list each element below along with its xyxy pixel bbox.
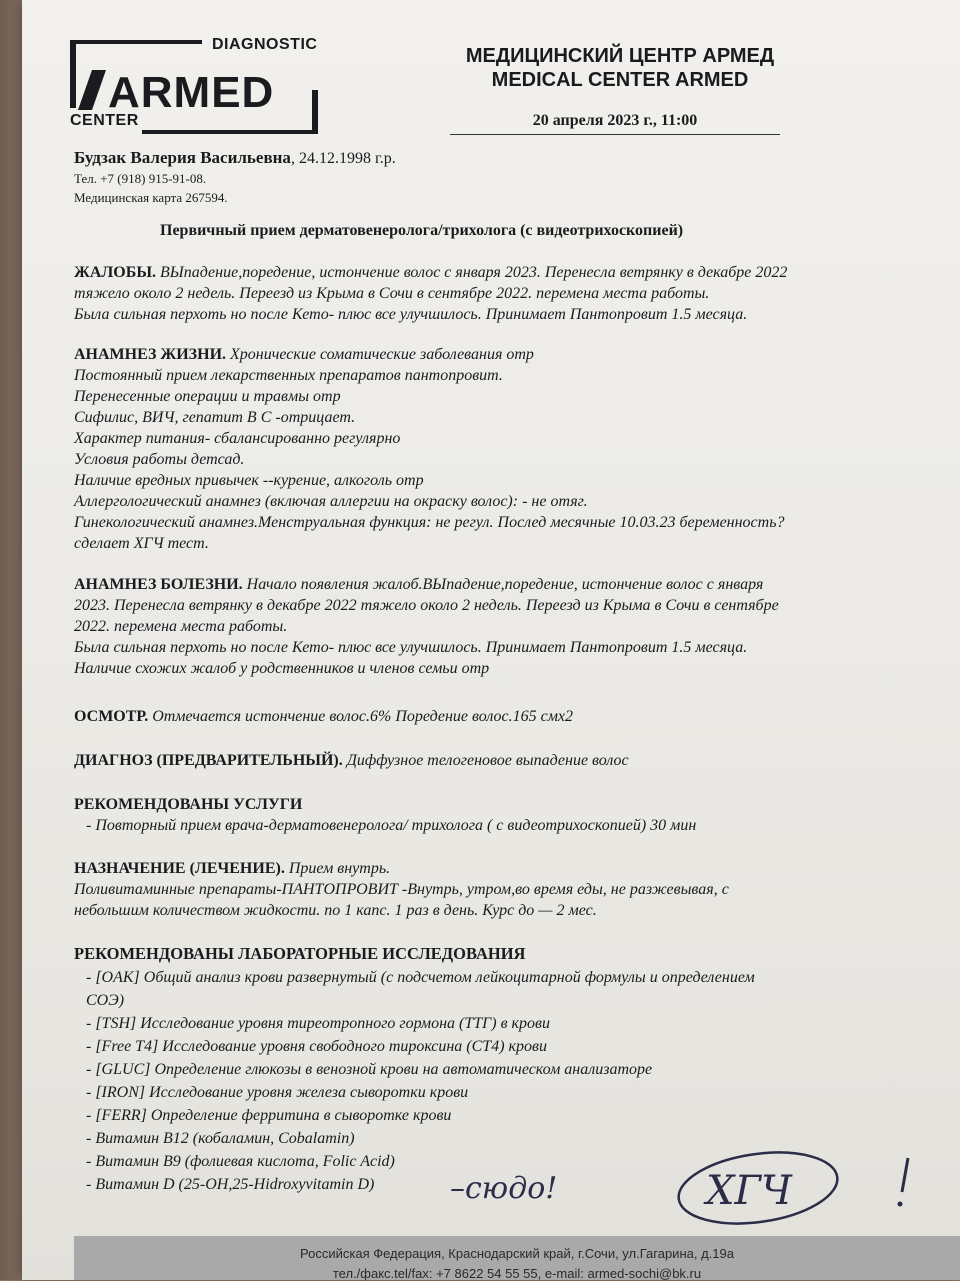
footer	[74, 1236, 960, 1280]
life-history-line: сделает ХГЧ тест.	[74, 535, 209, 552]
exam-heading: ОСМОТР.	[74, 708, 149, 725]
patient-dob: , 24.12.1998 г.р.	[290, 150, 396, 167]
lab-item: - Витамин В12 (кобаламин, Cobalamin)	[86, 1130, 355, 1147]
treatment-line: Прием внутрь.	[284, 860, 391, 877]
treatment-line: небольшим количеством жидкости. по 1 капс. 1 раз в день. Курс до — 2 мес.	[74, 902, 597, 919]
life-history-line: Наличие вредных привычек --курение, алкоголь отр	[74, 472, 424, 489]
disease-history-line: 2023. Перенесла ветрянку в декабре 2022 тяжело около 2 недель. Переезд из Крыма в Сочи в сентябре	[74, 597, 779, 614]
life-history-line: Перенесенные операции и травмы отр	[74, 388, 341, 405]
lab-item: - Витамин D (25-OH,25-Hidroxyvitamin D)	[86, 1176, 375, 1193]
treatment-section	[74, 858, 934, 921]
patient-name: Будзак Валерия Васильевна	[74, 148, 291, 167]
lab-item: - [OAK] Общий анализ крови развернутый (с подсчетом лейкоцитарной формулы и определением	[86, 969, 755, 986]
lab-item: - [TSH] Исследование уровня тиреотропного гормона (ТТГ) в крови	[86, 1015, 550, 1032]
logo-armed: ARMED	[108, 68, 275, 117]
complaints-line: ВЫпадение,поредение, истончение волос с января 2023. Перенесла ветрянку в декабре 2022	[156, 264, 788, 281]
services-item: - Повторный прием врача-дерматовенеролога/ трихолога ( с видеотрихоскопией) 30 мин	[86, 817, 697, 834]
complaints-heading: ЖАЛОБЫ.	[74, 264, 157, 281]
armed-logo	[62, 30, 332, 140]
patient-phone: Тел. +7 (918) 915-91-08.	[74, 171, 207, 186]
treatment-heading: НАЗНАЧЕНИЕ (ЛЕЧЕНИЕ).	[74, 860, 285, 877]
life-history-line: Хронические соматические заболевания отр	[226, 346, 534, 363]
footer-contacts: тел./факс.tel/fax: +7 8622 54 55 55, e-mail: armed-sochi@bk.ru	[332, 1266, 702, 1281]
life-history-heading: АНАМНЕЗ ЖИЗНИ.	[74, 346, 227, 363]
services-heading: РЕКОМЕНДОВАНЫ УСЛУГИ	[74, 796, 303, 813]
footer-address: Российская Федерация, Краснодарский край, г.Сочи, ул.Гагарина, д.19а	[300, 1246, 734, 1261]
life-history-line: Сифилис, ВИЧ, гепатит В С -отрицает.	[74, 409, 356, 426]
disease-history-line: Начало появления жалоб.ВЫпадение,поредение, истончение волос с января	[242, 576, 764, 593]
lab-item: - [IRON] Исследование уровня железа сыворотки крови	[86, 1084, 469, 1101]
exam-section	[74, 706, 934, 727]
services-section	[74, 794, 934, 836]
complaints-section	[74, 262, 934, 325]
logo-center: CENTER	[70, 112, 139, 129]
life-history-line: Аллергологический анамнез (включая аллергии на окраску волос): - не отяг.	[74, 493, 588, 510]
life-history-line: Характер питания- сбалансированно регулярно	[74, 430, 401, 447]
exam-text: Отмечается истончение волос.6% Поредение волос.165 смх2	[148, 708, 574, 725]
disease-history-line: Наличие схожих жалоб у родственников и членов семьи отр	[74, 660, 490, 677]
patient-info	[74, 148, 396, 207]
disease-history-line: Была сильная перхоть но после Кето- плюс все улучшилось. Принимает Пантопровит 1.5 месяца.	[74, 639, 748, 656]
logo-diagnostic: DIAGNOSTIC	[212, 36, 318, 53]
handwritten-text: –сюдо!	[450, 1171, 558, 1206]
life-history-section	[74, 344, 934, 554]
diagnosis-text: Диффузное телогеновое выпадение волос	[342, 752, 629, 769]
diagnosis-section	[74, 750, 934, 771]
clinic-name-ru: МЕДИЦИНСКИЙ ЦЕНТР АРМЕД	[465, 45, 775, 67]
life-history-line: Условия работы детсад.	[74, 451, 245, 468]
labs-heading: РЕКОМЕНДОВАНЫ ЛАБОРАТОРНЫЕ ИССЛЕДОВАНИЯ	[74, 944, 526, 963]
disease-history-line: 2022. перемена места работы.	[74, 618, 288, 635]
complaints-line: тяжело около 2 недель. Переезд из Крыма в Сочи в сентябре 2022. перемена места работы.	[74, 285, 710, 302]
life-history-line: Гинекологический анамнез.Менструальная функция: не регул. Послед месячные 10.03.23 беременность?	[74, 514, 785, 531]
lab-item: СОЭ)	[86, 992, 125, 1009]
visit-date: 20 апреля 2023 г., 11:00	[450, 112, 780, 135]
handwritten-circled: ХГЧ	[706, 1168, 792, 1214]
complaints-line: Была сильная перхоть но после Кето- плюс все улучшилось. Принимает Пантопровит 1.5 месяца.	[74, 306, 748, 323]
clinic-name	[420, 44, 820, 92]
lab-item: - [GLUC] Определение глюкозы в венозной крови на автоматическом анализаторе	[86, 1061, 653, 1078]
patient-card: Медицинская карта 267594.	[74, 190, 228, 205]
treatment-line: Поливитаминные препараты-ПАНТОПРОВИТ -Внутрь, утром,во время еды, не разжевывая, с	[74, 881, 729, 898]
lab-item: - [FERR] Определение ферритина в сыворотке крови	[86, 1107, 452, 1124]
life-history-line: Постоянный прием лекарственных препаратов пантопровит.	[74, 367, 503, 384]
lab-item: - [Free T4] Исследование уровня свободного тироксина (СТ4) крови	[86, 1038, 547, 1055]
disease-history-section	[74, 574, 934, 679]
document-title: Первичный прием дерматовенеролога/трихолога (с видеотрихоскопией)	[160, 222, 684, 239]
lab-item: - Витамин В9 (фолиевая кислота, Folic Acid)	[86, 1153, 395, 1170]
disease-history-heading: АНАМНЕЗ БОЛЕЗНИ.	[74, 576, 243, 593]
clinic-name-en: MEDICAL CENTER ARMED	[491, 69, 749, 91]
diagnosis-heading: ДИАГНОЗ (ПРЕДВАРИТЕЛЬНЫЙ).	[74, 752, 343, 769]
handwritten-note	[440, 1140, 940, 1230]
